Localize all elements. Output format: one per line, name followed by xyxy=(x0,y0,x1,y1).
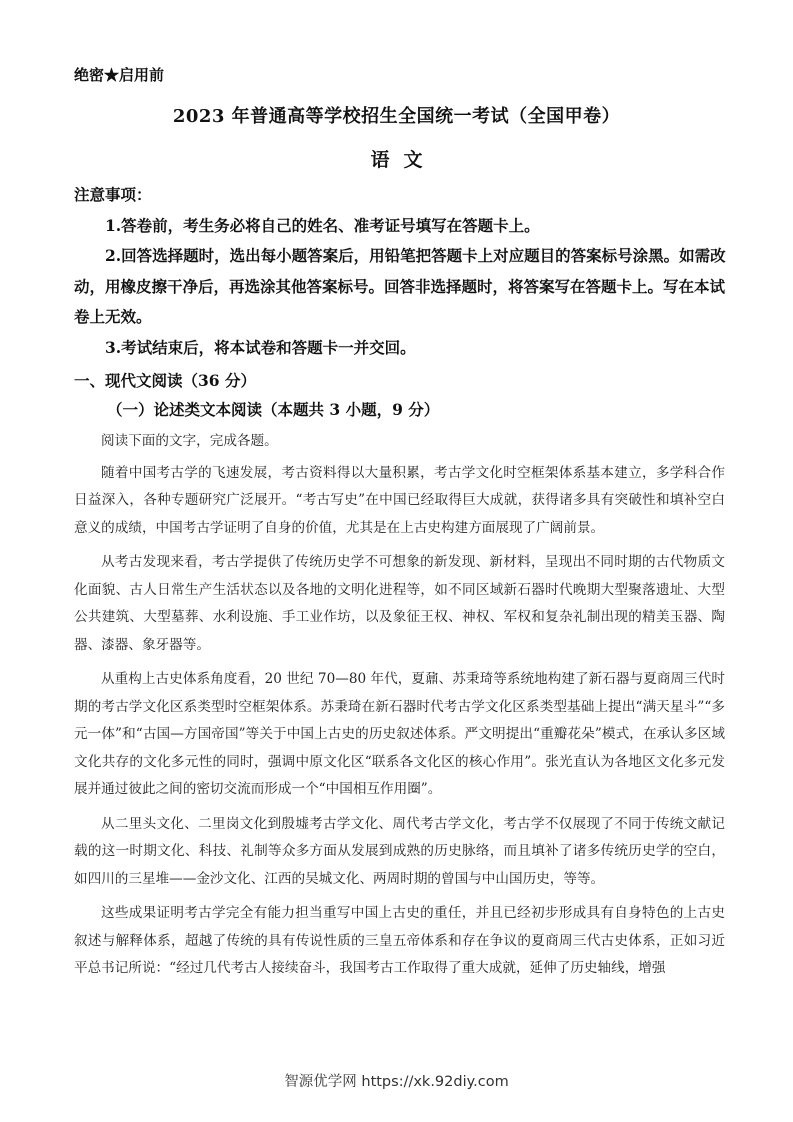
secret-mark: 绝密★启用前 xyxy=(74,66,165,84)
passage-paragraph-5: 这些成果证明考古学完全有能力担当重写中国上古史的重任，并且已经初步形成具有自身特色的上古史叙述与解释体系，超越了传统的具有传说性质的三皇五帝体系和存在争议的夏商周三代古史体系，正如习近平总书记所说：“经过几代考古人接续奋斗，我国考古工作取得了重大成就，延伸了历史轴线，增强 xyxy=(74,905,725,976)
note-item-1: 1.答卷前，考生务必将自己的姓名、准考证号填写在答题卡上。 xyxy=(105,215,540,235)
footer-watermark: 智源优学网 https://xk.92diy.com xyxy=(284,1074,509,1090)
exam-title: 2023 年普通高等学校招生全国统一考试（全国甲卷） xyxy=(172,106,621,127)
passage-instruction: 阅读下面的文字，完成各题。 xyxy=(101,433,278,449)
note-item-2: 2.回答选择题时，选出每小题答案后，用铅笔把答题卡上对应题目的答案标号涂黑。如需改动，用橡皮擦干净后，再选涂其他答案标号。回答非选择题时，将答案写在答题卡上。写在本试卷上无效。 xyxy=(74,246,726,326)
section-title: 一、现代文阅读（36 分） xyxy=(74,371,256,390)
note-item-3: 3.考试结束后，将本试卷和答题卡一并交回。 xyxy=(105,337,416,357)
passage-paragraph-4: 从二里头文化、二里岗文化到殷墟考古学文化、周代考古学文化，考古学不仅展现了不同于传统文献记载的这一时期文化、科技、礼制等众多方面从发展到成熟的历史脉络，而且填补了诸多传统历史学的空白，如四川的三星堆——金沙文化、江西的吴城文化、两周时期的曾国与中山国历史，等等。 xyxy=(74,815,725,887)
subject-title: 语文 xyxy=(370,149,437,171)
passage-paragraph-3: 从重构上古史体系角度看，20 世纪 70—80 年代，夏鼐、苏秉琦等系统地构建了新石器与夏商周三代时期的考古学文化区系类型时空框架体系。苏秉琦在新石器时代考古学文化区系类型基础上提出“满天星斗”“多元一体”和“古国—方国帝国”等关于中国上古史的历史叙述体系。严文明提出“重瓣花朵”模式，在承认多区域文化共存的文化多元性的同时，强调中原文化区“联系各文化区的核心作用”。张光直认为各地区文化多元发展并通过彼此之间的密切交流而形成一个“中国相互作用圈”。 xyxy=(74,671,725,797)
passage-paragraph-2: 从考古发现来看，考古学提供了传统历史学不可想象的新发现、新材料，呈现出不同时期的古代物质文化面貌、古人日常生产生活状态以及各地的文明化进程等，如不同区域新石器时代晚期大型聚落遗址、大型公共建筑、大型墓葬、水利设施、手工业作坊，以及象征王权、神权、军权和复杂礼制出现的精美玉器、陶器、漆器、象牙器等。 xyxy=(74,554,725,653)
reading-passage xyxy=(74,428,725,990)
passage-paragraph-1: 随着中国考古学的飞速发展，考古资料得以大量积累，考古学文化时空框架体系基本建立，多学科合作日益深入，各种专题研究广泛展开。“考古写史”在中国已经取得巨大成就，获得诸多具有突破性和填补空白意义的成绩，中国考古学证明了自身的价值，尤其是在上古史构建方面展现了广阔前景。 xyxy=(74,464,725,536)
section-subtitle: （一）论述类文本阅读（本题共 3 小题，9 分） xyxy=(107,400,440,419)
notes-section xyxy=(74,180,726,363)
notes-heading: 注意事项： xyxy=(74,185,152,204)
